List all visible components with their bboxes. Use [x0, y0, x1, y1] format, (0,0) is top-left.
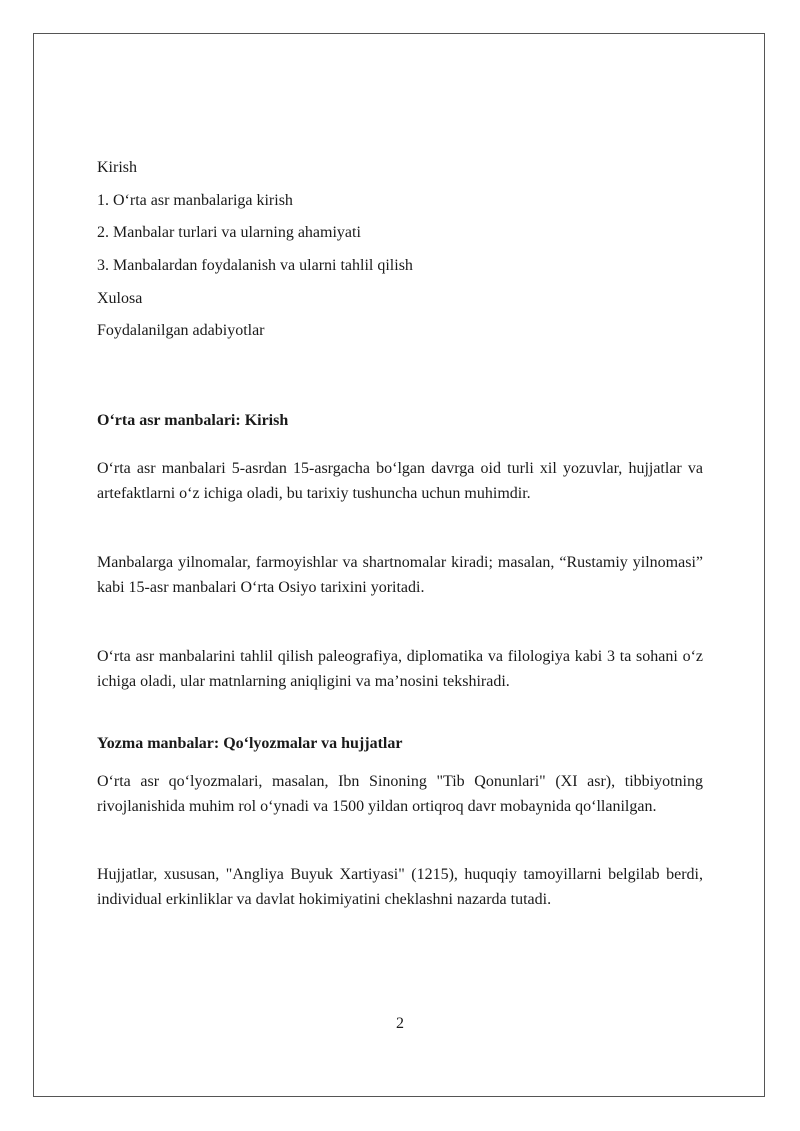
paragraph: Hujjatlar, xususan, "Angliya Buyuk Xartiyasi" (1215), huquqiy tamoyillarni belgilab berdi, individual erkinliklar va davlat hokimiyatini cheklashni nazarda tutadi. [97, 866, 703, 909]
toc-item-references: Foydalanilgan adabiyotlar [97, 322, 265, 340]
document-content [97, 158, 703, 912]
toc-item-3: 3. Manbalardan foydalanish va ularni tahlil qilish [97, 257, 413, 275]
toc-item-conclusion: Xulosa [97, 289, 143, 307]
section-heading-written-sources: Yozma manbalar: Qo‘lyozmalar va hujjatlar [97, 735, 403, 753]
section-heading-intro: O‘rta asr manbalari: Kirish [97, 412, 289, 430]
paragraph: O‘rta asr manbalarini tahlil qilish paleografiya, diplomatika va filologiya kabi 3 ta sohani o‘z ichiga oladi, ular matnlarning aniqligini va ma’nosini tekshiradi. [97, 648, 703, 691]
toc-item-intro: Kirish [97, 159, 137, 176]
toc-item-1: 1. O‘rta asr manbalariga kirish [97, 191, 293, 209]
page-number: 2 [396, 1015, 404, 1032]
table-of-contents [97, 158, 703, 341]
toc-item-2: 2. Manbalar turlari va ularning ahamiyati [97, 224, 361, 242]
paragraph: O‘rta asr qo‘lyozmalari, masalan, Ibn Sinoning "Tib Qonunlari" (XI asr), tibbiyotning rivojlanishida muhim rol o‘ynadi va 1500 yildan ortiqroq davr mobaynida qo‘llanilgan. [97, 773, 703, 816]
paragraph: Manbalarga yilnomalar, farmoyishlar va shartnomalar kiradi; masalan, “Rustamiy yilnomasi” kabi 15-asr manbalari O‘rta Osiyo tarixini yoritadi. [97, 554, 703, 597]
paragraph: O‘rta asr manbalari 5-asrdan 15-asrgacha bo‘lgan davrga oid turli xil yozuvlar, hujjatlar va artefaktlarni o‘z ichiga oladi, bu tarixiy tushuncha uchun muhimdir. [97, 460, 703, 503]
